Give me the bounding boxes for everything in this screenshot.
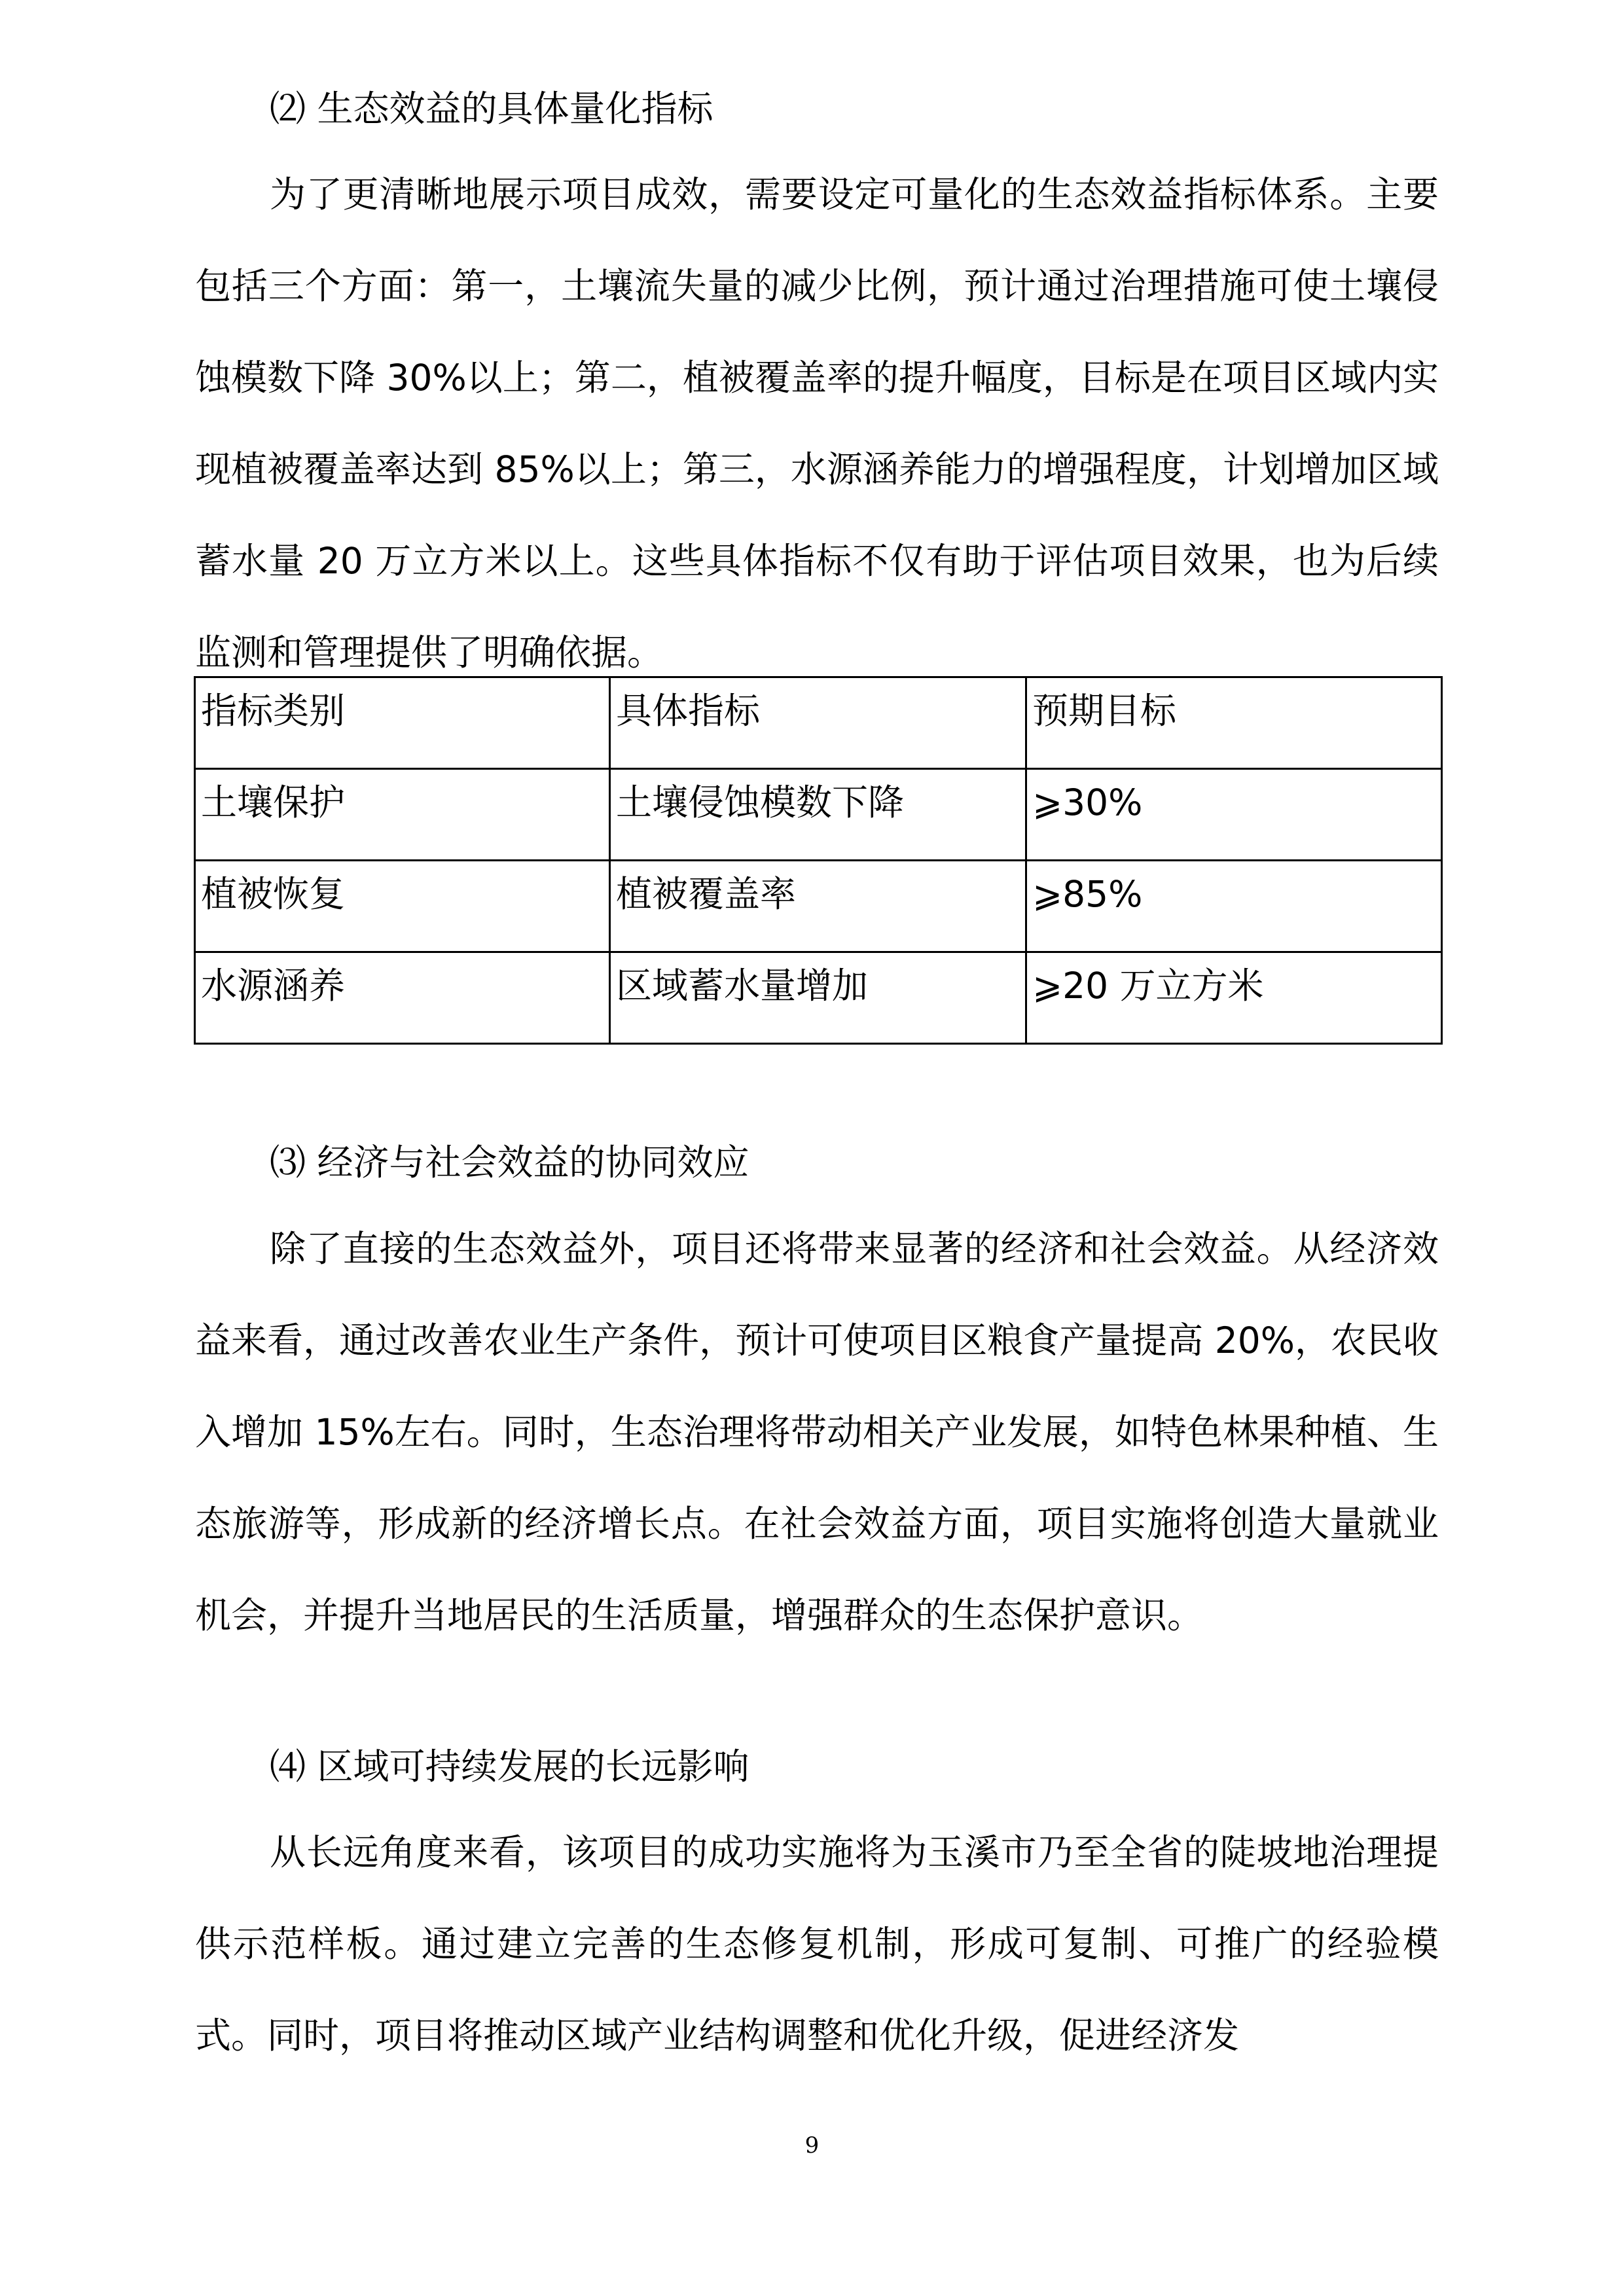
table-cell: 植被恢复	[195, 861, 610, 952]
table-cell: ⩾20 万立方米	[1026, 952, 1442, 1044]
section-3-heading: ⑶ 经济与社会效益的协同效应	[270, 1141, 749, 1183]
table-cell: ⩾85%	[1026, 861, 1442, 952]
section-2-paragraph: 为了更清晰地展示项目成效，需要设定可量化的生态效益指标体系。主要包括三个方面：第一，土壤流失量的减少比例，预计通过治理措施可使土壤侵蚀模数下降 30%以上；第二，植被覆盖率的提升幅度，目标是在项目区域内实现植被覆盖率达到 85%以上；第三，水源涵养能力的增强程度，计划增加区域蓄水量 20 万立方米以上。这些具体指标不仅有助于评估项目效果，也为后续监测和管理提供了明确依据。	[195, 173, 1439, 673]
table-header-row	[195, 677, 1442, 769]
section-4-heading: ⑷ 区域可持续发展的长远影响	[270, 1746, 749, 1787]
table-cell: 土壤保护	[195, 769, 610, 861]
ecological-metrics-table	[194, 676, 1443, 1045]
section-3-paragraph: 除了直接的生态效益外，项目还将带来显著的经济和社会效益。从经济效益来看，通过改善农业生产条件，预计可使项目区粮食产量提高 20%，农民收入增加 15%左右。同时，生态治理将带动相关产业发展，如特色林果种植、生态旅游等，形成新的经济增长点。在社会效益方面，项目实施将创造大量就业机会，并提升当地居民的生活质量，增强群众的生态保护意识。	[195, 1228, 1439, 1636]
page-number: 9	[804, 2132, 820, 2159]
table-row	[195, 861, 1442, 952]
table-header-cell: 指标类别	[195, 677, 610, 769]
table-cell: 区域蓄水量增加	[610, 952, 1026, 1044]
table-cell: 水源涵养	[195, 952, 610, 1044]
section-4-paragraph: 从长远角度来看，该项目的成功实施将为玉溪市乃至全省的陡坡地治理提供示范样板。通过建立完善的生态修复机制，形成可复制、可推广的经验模式。同时，项目将推动区域产业结构调整和优化升级，促进经济发	[195, 1831, 1439, 2056]
table-cell: 土壤侵蚀模数下降	[610, 769, 1026, 861]
table-row	[195, 952, 1442, 1044]
section-2-heading: ⑵ 生态效益的具体量化指标	[270, 88, 713, 130]
table-row	[195, 769, 1442, 861]
table-cell: 植被覆盖率	[610, 861, 1026, 952]
table-cell: ⩾30%	[1026, 769, 1442, 861]
table-header-cell: 预期目标	[1026, 677, 1442, 769]
table-header-cell: 具体指标	[610, 677, 1026, 769]
